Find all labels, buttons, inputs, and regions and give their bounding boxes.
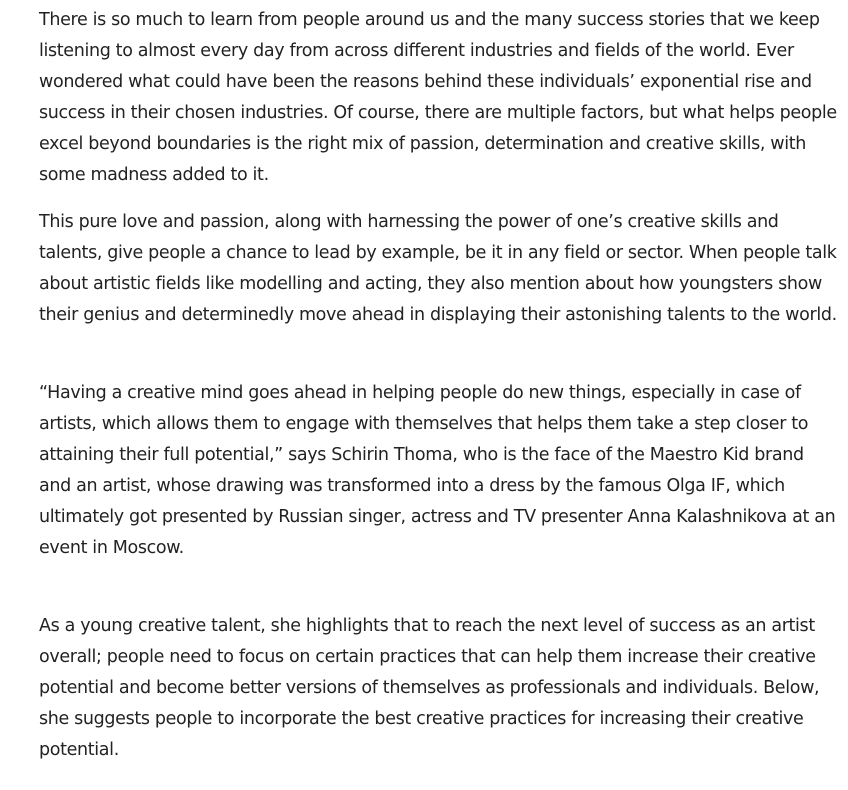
article-paragraph-4: As a young creative talent, she highlights that to reach the next level of success as an artist overall; people need to focus on certain practices that can help them increase their creative potential and become better versions of themselves as professionals and individuals. Below, she suggests people to incorporate the best creative practices for increasing their creative potential. (39, 616, 820, 760)
article-body (39, 5, 839, 766)
article-paragraph-1: There is so much to learn from people around us and the many success stories that we keep listening to almost every day from across different industries and fields of the world. Ever wondered what could have been the reasons behind these individuals’ exponential rise and success in their chosen industries. Of course, there are multiple factors, but what helps people excel beyond boundaries is the right mix of passion, determination and creative skills, with some madness added to it. (39, 10, 837, 185)
article-paragraph-2: This pure love and passion, along with harnessing the power of one’s creative skills and talents, give people a chance to lead by example, be it in any field or sector. When people talk about artistic fields like modelling and acting, they also mention about how youngsters show their genius and determinedly move ahead in displaying their astonishing talents to the world. (39, 212, 837, 325)
article-paragraph-3: “Having a creative mind goes ahead in helping people do new things, especially in case of artists, which allows them to engage with themselves that helps them take a step closer to attaining their full potential,” says Schirin Thoma, who is the face of the Maestro Kid brand and an artist, whose drawing was transformed into a dress by the famous Olga IF, which ultimately got presented by Russian singer, actress and TV presenter Anna Kalashnikova at an event in Moscow. (39, 383, 836, 558)
